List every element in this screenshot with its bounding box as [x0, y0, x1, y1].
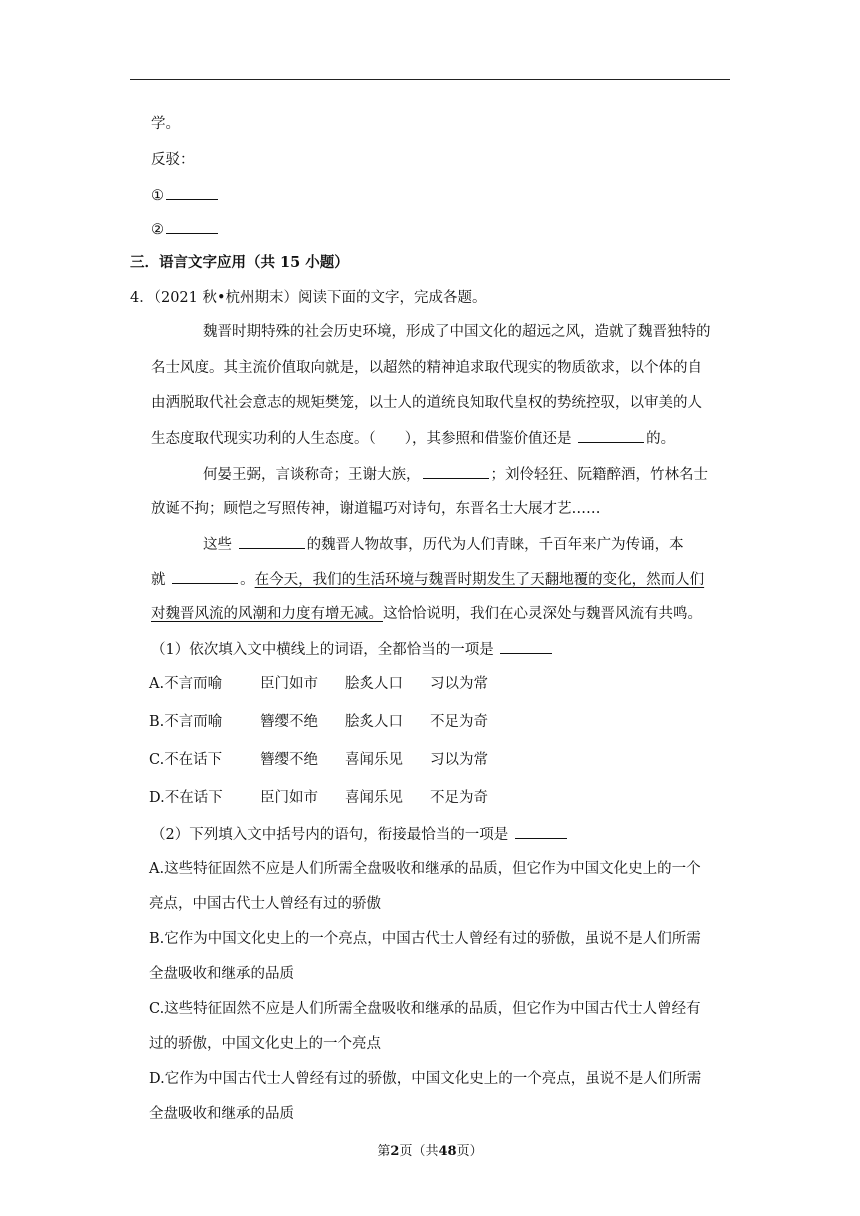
sub2-option-a-line2[interactable]: 亮点，中国古代士人曾经有过的骄傲	[149, 896, 381, 912]
option-a-word2: 臣门如市	[260, 676, 318, 692]
passage-p3-line3	[151, 602, 751, 623]
option-a-word3: 脍炙人口	[345, 676, 403, 692]
sub-question-1-stem	[151, 637, 751, 659]
sub2-answer-blank[interactable]	[515, 822, 567, 839]
option-d-word4: 不足为奇	[430, 790, 488, 806]
page-number: 2	[390, 1144, 400, 1159]
answer-blank-2[interactable]	[166, 217, 218, 234]
passage-p1-line3: 由洒脱取代社会意志的规矩樊笼，以士人的道统良知取代皇权的势统控驭，以审美的人	[151, 395, 702, 411]
question-4-stem: 4．（2021 秋•杭州期末）阅读下面的文字，完成各题。	[130, 290, 487, 306]
option-d-word2: 臣门如市	[260, 790, 318, 806]
option-c-word4: 习以为常	[430, 752, 488, 768]
p1-line4-end: 的。	[646, 431, 676, 447]
option-a-word4: 习以为常	[430, 676, 488, 692]
sub2-option-a-line1[interactable]: A.这些特征固然不应是人们所需全盘吸收和继承的品质，但它作为中国文化史上的一个	[149, 861, 701, 877]
p3-line1-end: 的魏晋人物故事，历代为人们青睐，千百年来广为传诵，本	[306, 537, 684, 553]
refute-label: 反驳：	[151, 152, 195, 168]
circled-number-1: ①	[151, 188, 164, 204]
option-b-word4: 不足为奇	[430, 714, 488, 730]
answer-blank-1[interactable]	[166, 183, 218, 200]
sub2-option-d-line2[interactable]: 全盘吸收和继承的品质	[149, 1106, 294, 1122]
option-d-word3: 喜闻乐见	[345, 790, 403, 806]
passage-p2-line1	[203, 462, 803, 484]
option-b-word1: B.不言而喻	[149, 714, 223, 730]
underlined-sentence-part2: 对魏晋风流的风潮和力度有增无减。	[151, 606, 383, 622]
option-d-word1: D.不在话下	[149, 790, 223, 806]
answer-line-2	[151, 217, 751, 238]
sub2-option-c-line2[interactable]: 过的骄傲，中国文化史上的一个亮点	[149, 1036, 381, 1052]
section-heading: 三．语言文字应用（共 15 小题）	[130, 254, 349, 271]
p3-line3-end: 这恰恰说明，我们在心灵深处与魏晋风流有共鸣。	[383, 606, 702, 622]
sub2-option-b-line2[interactable]: 全盘吸收和继承的品质	[149, 966, 294, 982]
sub2-option-d-line1[interactable]: D.它作为中国古代士人曾经有过的骄傲，中国文化史上的一个亮点，虽说不是人们所需	[149, 1071, 702, 1087]
p2-line1-text: 何晏王弼，言谈称奇；王谢大族，	[203, 467, 421, 483]
sub2-option-b-line1[interactable]: B.它作为中国文化史上的一个亮点，中国古代士人曾经有过的骄傲，虽说不是人们所需	[149, 931, 701, 947]
p2-line1-end: ；刘伶轻狂、阮籍醉酒，竹林名士	[490, 467, 708, 483]
option-b-word2: 簪缨不绝	[260, 714, 318, 730]
p3-line2-period: 。	[240, 572, 255, 588]
sub2-stem-text: （2）下列填入文中括号内的语句，衔接最恰当的一项是	[151, 827, 513, 843]
fill-blank-4[interactable]	[578, 426, 644, 443]
passage-p1-line1: 魏晋时期特殊的社会历史环境，形成了中国文化的超远之风，造就了魏晋独特的	[203, 324, 711, 340]
option-c-word3: 喜闻乐见	[345, 752, 403, 768]
passage-p1-line4	[151, 426, 751, 448]
sub1-answer-blank[interactable]	[500, 637, 552, 654]
option-c-word1: C.不在话下	[149, 752, 223, 768]
passage-p1-line2: 名士风度。其主流价值取向就是，以超然的精神追求取代现实的物质欲求，以个体的自	[151, 360, 702, 376]
passage-p3-line2	[151, 567, 751, 589]
p1-line4-text: 生态度取代现实功利的人生态度。（ ），其参照和借鉴价值还是	[151, 431, 577, 447]
option-b-word3: 脍炙人口	[345, 714, 403, 730]
fragment-end: 学。	[151, 116, 180, 132]
p3-line2-text: 就	[151, 572, 171, 588]
option-a-word1: A.不言而喻	[149, 676, 223, 692]
option-c-word2: 簪缨不绝	[260, 752, 318, 768]
sub-question-2-stem	[151, 822, 751, 844]
underlined-sentence-part1: 在今天，我们的生活环境与魏晋时期发生了天翻地覆的变化，然而人们	[254, 572, 705, 588]
passage-p3-line1	[203, 532, 803, 554]
fill-blank-2[interactable]	[423, 462, 489, 479]
circled-number-2: ②	[151, 222, 164, 238]
fill-blank-3[interactable]	[239, 532, 305, 549]
total-pages: 48	[438, 1144, 457, 1159]
answer-line-1	[151, 183, 751, 204]
p3-line1-text: 这些	[203, 537, 237, 553]
fill-blank-1[interactable]	[172, 567, 238, 584]
passage-p2-line2: 放诞不拘；顾恺之写照传神，谢道韫巧对诗句，东晋名士大展才艺……	[151, 501, 601, 517]
sub2-option-c-line1[interactable]: C.这些特征固然不应是人们所需全盘吸收和继承的品质，但它作为中国古代士人曾经有	[149, 1001, 701, 1017]
header-rule	[130, 79, 730, 80]
sub1-stem-text: （1）依次填入文中横线上的词语，全都恰当的一项是	[151, 642, 499, 658]
page-footer: 第2页（共48页）	[377, 1144, 483, 1159]
